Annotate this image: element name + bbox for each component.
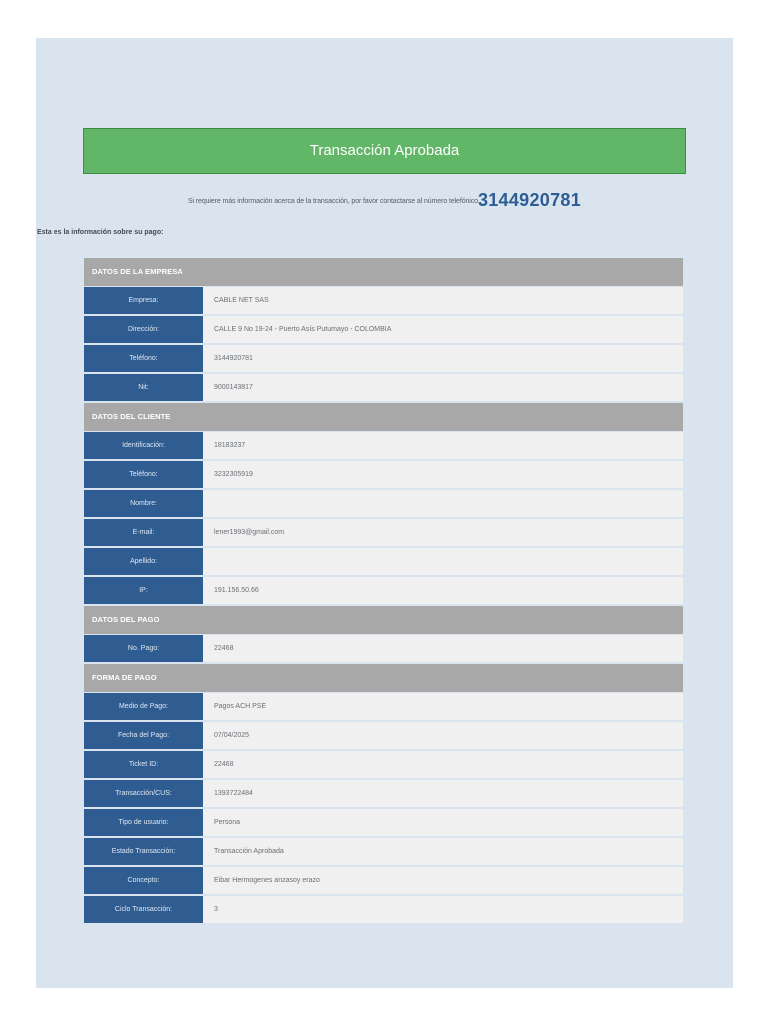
- row-value: CALLE 9 No 19-24 - Puerto Asís Putumayo - COLOMBIA: [203, 316, 683, 343]
- row-label: Estado Transacción:: [84, 838, 203, 865]
- table-row: [84, 896, 683, 923]
- row-label: Empresa:: [84, 287, 203, 314]
- table-row: [84, 287, 683, 314]
- row-value: [203, 548, 683, 575]
- table-row: [84, 432, 683, 459]
- payment-details-table: [84, 258, 683, 925]
- row-label: Transacción/CUS:: [84, 780, 203, 807]
- row-value: 1393722484: [203, 780, 683, 807]
- row-value: 191.156.50.66: [203, 577, 683, 604]
- table-row: [84, 345, 683, 372]
- section-header-forma: FORMA DE PAGO: [84, 664, 683, 692]
- row-value: Pagos ACH PSE: [203, 693, 683, 720]
- contact-line: [36, 190, 733, 211]
- table-row: [84, 461, 683, 488]
- row-label: No. Pago:: [84, 635, 203, 662]
- row-label: Nombre:: [84, 490, 203, 517]
- table-row: [84, 809, 683, 836]
- row-value: Persona: [203, 809, 683, 836]
- table-row: [84, 548, 683, 575]
- row-label: Teléfono:: [84, 461, 203, 488]
- row-value: 18183237: [203, 432, 683, 459]
- row-value: CABLE NET SAS: [203, 287, 683, 314]
- row-value: Transacción Aprobada: [203, 838, 683, 865]
- row-label: Identificación:: [84, 432, 203, 459]
- contact-text: Si requiere más información acerca de la transacción, por favor contactarse al número telefónico: [187, 198, 478, 205]
- section-header-pago: DATOS DEL PAGO: [84, 606, 683, 634]
- contact-phone: 3144920781: [477, 190, 582, 210]
- row-label: Fecha del Pago:: [84, 722, 203, 749]
- row-label: Dirección:: [84, 316, 203, 343]
- row-label: Ciclo Transacción:: [84, 896, 203, 923]
- row-label: IP:: [84, 577, 203, 604]
- table-row: [84, 635, 683, 662]
- row-label: Apellido:: [84, 548, 203, 575]
- row-label: E-mail:: [84, 519, 203, 546]
- row-label: Teléfono:: [84, 345, 203, 372]
- table-row: [84, 490, 683, 517]
- row-value: Eibar Hermogenes anzasoy erazo: [203, 867, 683, 894]
- row-label: Tipo de usuario:: [84, 809, 203, 836]
- row-value: 3232305919: [203, 461, 683, 488]
- section-header-empresa: DATOS DE LA EMPRESA: [84, 258, 683, 286]
- row-label: Medio de Pago:: [84, 693, 203, 720]
- row-value: lener1993@gmail.com: [203, 519, 683, 546]
- table-row: [84, 519, 683, 546]
- payment-info-intro: Esta es la información sobre su pago:: [37, 229, 164, 236]
- table-row: [84, 316, 683, 343]
- row-label: Nit:: [84, 374, 203, 401]
- row-value: 3: [203, 896, 683, 923]
- row-value: 22468: [203, 635, 683, 662]
- approval-banner: Transacción Aprobada: [83, 128, 686, 174]
- table-row: [84, 722, 683, 749]
- row-value: 07/04/2025: [203, 722, 683, 749]
- row-value: 22468: [203, 751, 683, 778]
- table-row: [84, 693, 683, 720]
- section-header-cliente: DATOS DEL CLIENTE: [84, 403, 683, 431]
- row-label: Ticket ID:: [84, 751, 203, 778]
- table-row: [84, 577, 683, 604]
- table-row: [84, 867, 683, 894]
- receipt-page: [36, 38, 733, 988]
- row-value: 9000143817: [203, 374, 683, 401]
- table-row: [84, 751, 683, 778]
- row-value: [203, 490, 683, 517]
- table-row: [84, 374, 683, 401]
- row-label: Concepto:: [84, 867, 203, 894]
- table-row: [84, 780, 683, 807]
- row-value: 3144920781: [203, 345, 683, 372]
- table-row: [84, 838, 683, 865]
